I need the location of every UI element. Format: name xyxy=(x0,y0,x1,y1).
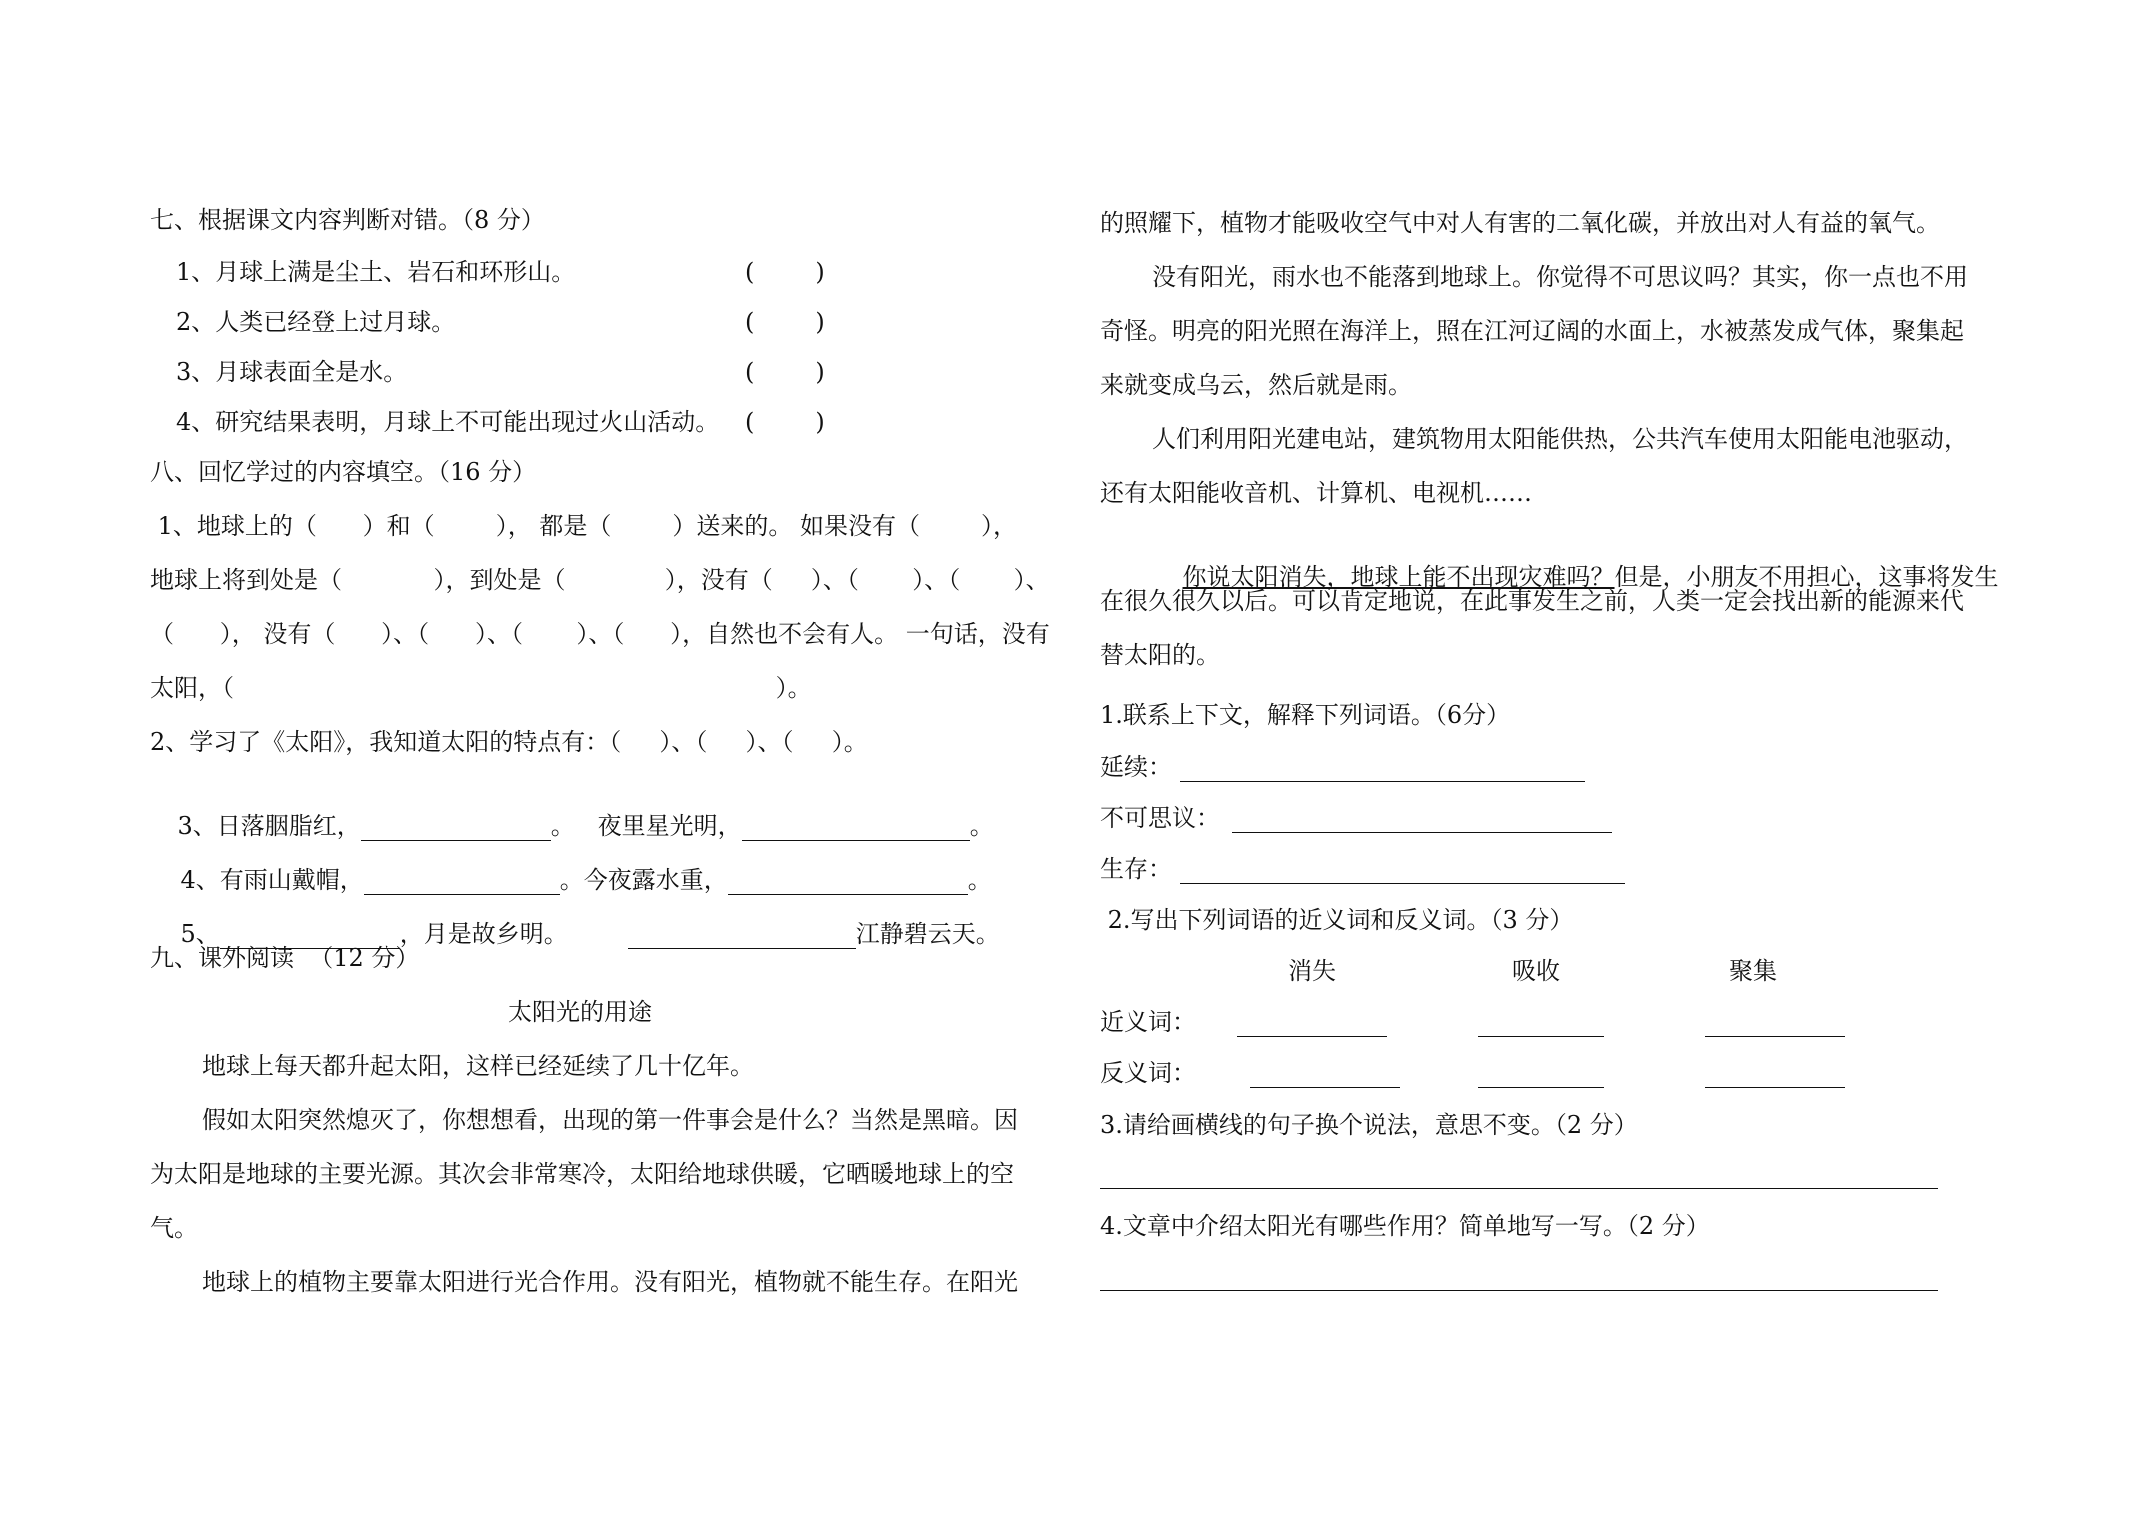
synonym-row-label: 近义词： xyxy=(1100,1008,1196,1036)
underlined-sentence: 你说太阳消失，地球上能不出现灾难吗？ xyxy=(1182,563,1615,591)
synonym-blank-juji[interactable] xyxy=(1705,1036,1845,1037)
passage-paragraph-3-line-2: 的照耀下，植物才能吸收空气中对人有害的二氧化碳，并放出对人有益的氧气。 xyxy=(1100,209,1940,237)
judge-answer-paren-4[interactable]: ( ) xyxy=(745,408,825,436)
word-col-juji: 聚集 xyxy=(1729,957,1777,985)
poem-line-3c: 。 xyxy=(969,812,994,840)
fill-q2: 2、学习了《太阳》，我知道太阳的特点有：（ ）、（ ）、（ ）。 xyxy=(150,728,868,756)
right-column xyxy=(1080,0,2150,1518)
passage-paragraph-5-line-1: 人们利用阳光建电站，建筑物用太阳能供热，公共汽车使用太阳能电池驱动， xyxy=(1152,425,1968,453)
antonym-blank-xiaoshi[interactable] xyxy=(1250,1087,1400,1088)
answer-line-q3[interactable] xyxy=(1100,1188,1938,1189)
judge-item-4: 4、研究结果表明，月球上不可能出现过火山活动。 xyxy=(176,408,720,436)
word-col-xishou: 吸收 xyxy=(1512,957,1560,985)
passage-paragraph-4-line-3: 来就变成乌云，然后就是雨。 xyxy=(1100,371,1412,399)
word-yanxu-label: 延续： xyxy=(1100,753,1172,781)
passage-paragraph-6-line-2: 在很久很久以后。可以肯定地说，在此事发生之前，人类一定会找出新的能源来代 xyxy=(1100,587,1964,615)
poem-line-5b: ，月是故乡明。 xyxy=(399,920,568,948)
fill-q1-line-3: （ ）， 没有（ ）、（ ）、（ ）、（ ），自然也不会有人。 一句话，没有 xyxy=(150,620,1050,648)
word-bukesiyi-label: 不可思议： xyxy=(1100,804,1220,832)
poem-line-5a: 5、 xyxy=(180,920,220,948)
answer-line-yanxu[interactable] xyxy=(1180,781,1585,782)
passage-paragraph-3-line-1: 地球上的植物主要靠太阳进行光合作用。没有阳光，植物就不能生存。在阳光 xyxy=(202,1268,1018,1296)
judge-item-1: 1、月球上满是尘土、岩石和环形山。 xyxy=(176,258,576,286)
poem-line-5c: 江静碧云天。 xyxy=(855,920,1000,948)
poem-line-4a: 4、有雨山戴帽， xyxy=(180,866,364,894)
answer-line-bukesiyi[interactable] xyxy=(1232,832,1612,833)
reading-q4-title: 4.文章中介绍太阳光有哪些作用？简单地写一写。（2 分） xyxy=(1100,1212,1710,1240)
answer-line-q4[interactable] xyxy=(1100,1290,1938,1291)
passage-paragraph-4-line-2: 奇怪。明亮的阳光照在海洋上，照在江河辽阔的水面上，水被蒸发成气体，聚集起 xyxy=(1100,317,1964,345)
poem-line-4c: 。 xyxy=(967,866,992,894)
word-col-xiaoshi: 消失 xyxy=(1288,957,1336,985)
poem-line-3b: 。 夜里星光明， xyxy=(550,812,742,840)
synonym-blank-xiaoshi[interactable] xyxy=(1237,1036,1387,1037)
fill-q1-line-2: 地球上将到处是（ ），到处是（ ），没有（ ）、（ ）、（ ）、 xyxy=(150,566,1050,594)
section-8-title: 八、回忆学过的内容填空。（16 分） xyxy=(150,458,537,486)
fill-q1-line-4: 太阳，（ ）。 xyxy=(150,674,812,702)
judge-answer-paren-1[interactable]: ( ) xyxy=(745,258,825,286)
passage-paragraph-1: 地球上每天都升起太阳，这样已经延续了几十亿年。 xyxy=(202,1052,754,1080)
passage-paragraph-6-line-3: 替太阳的。 xyxy=(1100,641,1220,669)
reading-q1-title: 1.联系上下文，解释下列词语。（6分） xyxy=(1100,701,1511,729)
judge-answer-paren-2[interactable]: ( ) xyxy=(745,308,825,336)
section-7-title: 七、根据课文内容判断对错。（8 分） xyxy=(150,206,545,234)
passage-paragraph-2-line-2: 为太阳是地球的主要光源。其次会非常寒冷，太阳给地球供暖，它晒暖地球上的空 xyxy=(150,1160,1014,1188)
passage-paragraph-2-line-3: 气。 xyxy=(150,1214,198,1242)
judge-item-2: 2、人类已经登上过月球。 xyxy=(176,308,456,336)
poem-line-4b: 。今夜露水重， xyxy=(559,866,728,894)
reading-q2-title: 2.写出下列词语的近义词和反义词。（3 分） xyxy=(1100,906,1574,934)
poem-line-3a: 3、日落胭脂红， xyxy=(177,812,361,840)
antonym-blank-juji[interactable] xyxy=(1705,1087,1845,1088)
synonym-blank-xishou[interactable] xyxy=(1478,1036,1604,1037)
reading-q3-title: 3.请给画横线的句子换个说法，意思不变。（2 分） xyxy=(1100,1111,1638,1139)
antonym-row-label: 反义词： xyxy=(1100,1059,1196,1087)
antonym-blank-xishou[interactable] xyxy=(1478,1087,1604,1088)
answer-blank-5b[interactable] xyxy=(628,924,856,949)
judge-answer-paren-3[interactable]: ( ) xyxy=(745,358,825,386)
answer-line-shengcun[interactable] xyxy=(1180,883,1625,884)
judge-item-3: 3、月球表面全是水。 xyxy=(176,358,408,386)
passage-paragraph-6-rest: 但是，小朋友不用担心，这事将发生 xyxy=(1614,563,1999,591)
passage-paragraph-5-line-2: 还有太阳能收音机、计算机、电视机…… xyxy=(1100,479,1532,507)
passage-paragraph-2-line-1: 假如太阳突然熄灭了，你想想看，出现的第一件事会是什么？当然是黑暗。因 xyxy=(202,1106,1018,1134)
passage-paragraph-4-line-1: 没有阳光，雨水也不能落到地球上。你觉得不可思议吗？其实，你一点也不用 xyxy=(1152,263,1968,291)
passage-title: 太阳光的用途 xyxy=(508,998,652,1026)
section-9-title: 九、课外阅读 （12 分） xyxy=(150,944,420,972)
word-shengcun-label: 生存： xyxy=(1100,855,1172,883)
fill-q1-line-1: 1、地球上的（ ）和（ ）， 都是（ ）送来的。 如果没有（ ）， xyxy=(150,512,1018,540)
